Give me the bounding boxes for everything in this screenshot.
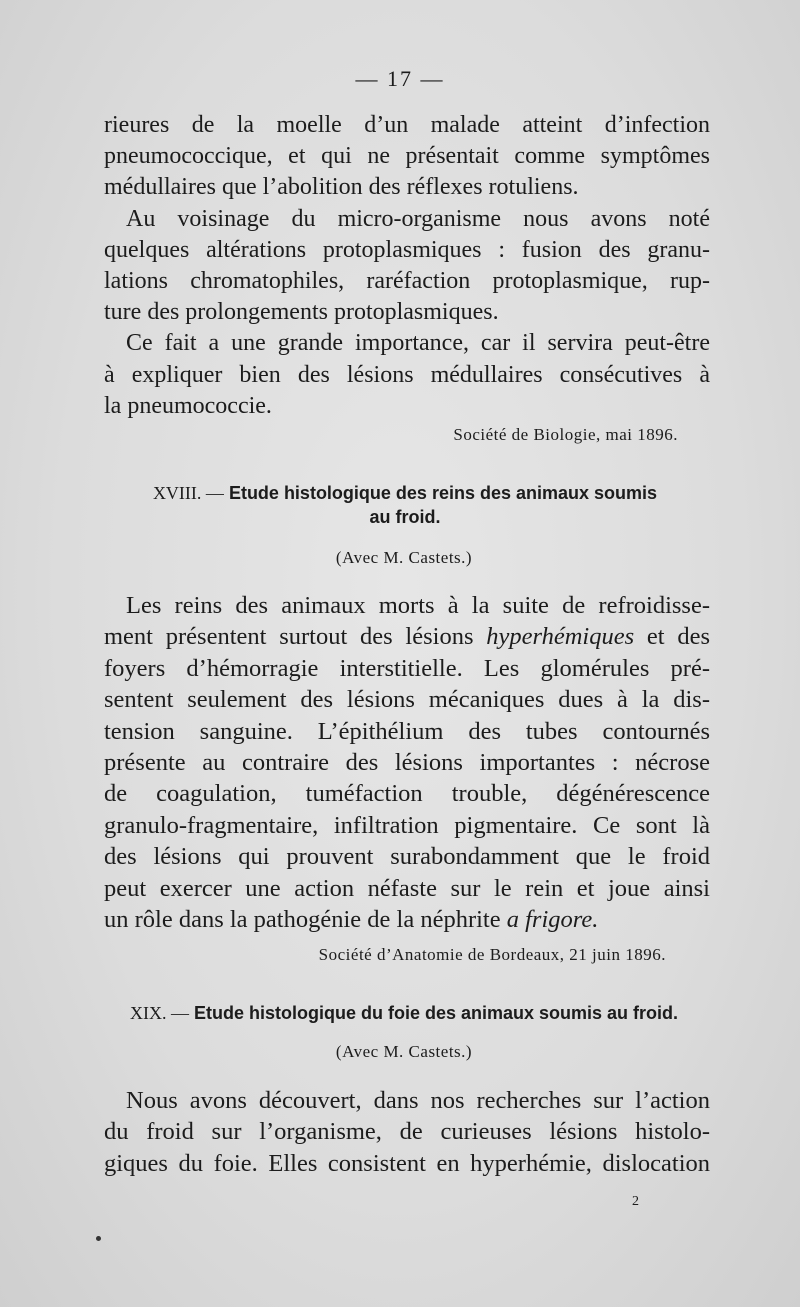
collaborator-note: (Avec M. Castets.) [335, 548, 473, 567]
text-line: sentent seulement des lésions mécaniques dues à la dis- [104, 686, 710, 714]
signature-mark: 2 [632, 1194, 639, 1209]
ink-dot [96, 1236, 101, 1241]
section-heading [110, 481, 700, 529]
text-line: pneumococcique, et qui ne présentait comme symptômes [104, 143, 710, 170]
section-title-cont: au froid. [369, 507, 441, 527]
text-line: Ce fait a une grande importance, car il servira peut-être [126, 330, 710, 357]
section-title: Etude histologique du foie des animaux soumis au froid. [193, 1003, 679, 1023]
text-line: giques du foie. Elles consistent en hyperhémie, dislocation [104, 1149, 710, 1177]
text-line: présente au contraire des lésions importantes : nécrose [104, 749, 710, 777]
text-line: peut exercer une action néfaste sur le rein et joue ainsi [104, 874, 710, 902]
section-heading [96, 1001, 712, 1025]
collaborator-note: (Avec M. Castets.) [335, 1042, 473, 1061]
text-line: des lésions qui prouvent surabondamment que le froid [104, 843, 710, 871]
text-line: Les reins des animaux morts à la suite de refroidisse- [126, 592, 710, 619]
text-line: ture des prolongements protoplasmiques. [104, 299, 499, 326]
section-number: XIX. — [129, 1003, 189, 1023]
section-paragraph [104, 590, 710, 935]
text-line: granulo-fragmentaire, infiltration pigmentaire. Ce sont là [104, 811, 710, 839]
source-citation: Société de Biologie, mai 1896. [453, 425, 678, 444]
text-line: tension sanguine. L’épithélium des tubes contournés [104, 717, 710, 745]
section-number: XVIII. — [152, 483, 224, 503]
text-line: foyers d’hémorragie interstitielle. Les glomérules pré- [104, 654, 710, 682]
text-line: ment présentent surtout des lésions hyperhémiques et des [104, 623, 710, 651]
page-number: — 17 — [355, 66, 445, 91]
text-line: à expliquer bien des lésions médullaires consécutives à [104, 361, 710, 388]
text-line: du froid sur l’organisme, de curieuses lésions histolo- [104, 1118, 710, 1146]
source-citation: Société d’Anatomie de Bordeaux, 21 juin 1896. [318, 945, 666, 964]
text-line: rieures de la moelle d’un malade atteint d’infection [104, 112, 710, 138]
text-line: quelques altérations protoplasmiques : fusion des granu- [104, 236, 710, 263]
italic-term: hyperhémiques [486, 623, 635, 651]
text-line: un rôle dans la pathogénie de la néphrite a frigore. [104, 906, 599, 934]
text-line: médullaires que l’abolition des réflexes rotuliens. [104, 174, 579, 201]
text-line: Au voisinage du micro-organisme nous avons noté [126, 205, 710, 232]
italic-term: a frigore. [506, 906, 599, 934]
text-line: la pneumococcie. [104, 392, 272, 419]
section-paragraph [104, 1085, 710, 1179]
continuation-paragraph [104, 110, 710, 422]
section-title: Etude histologique des reins des animaux soumis [228, 483, 658, 503]
text-line: Nous avons découvert, dans nos recherches sur l’action [126, 1087, 710, 1114]
text-line: lations chromatophiles, raréfaction protoplasmique, rup- [104, 268, 710, 295]
text-line: de coagulation, tuméfaction trouble, dégénérescence [104, 780, 710, 808]
